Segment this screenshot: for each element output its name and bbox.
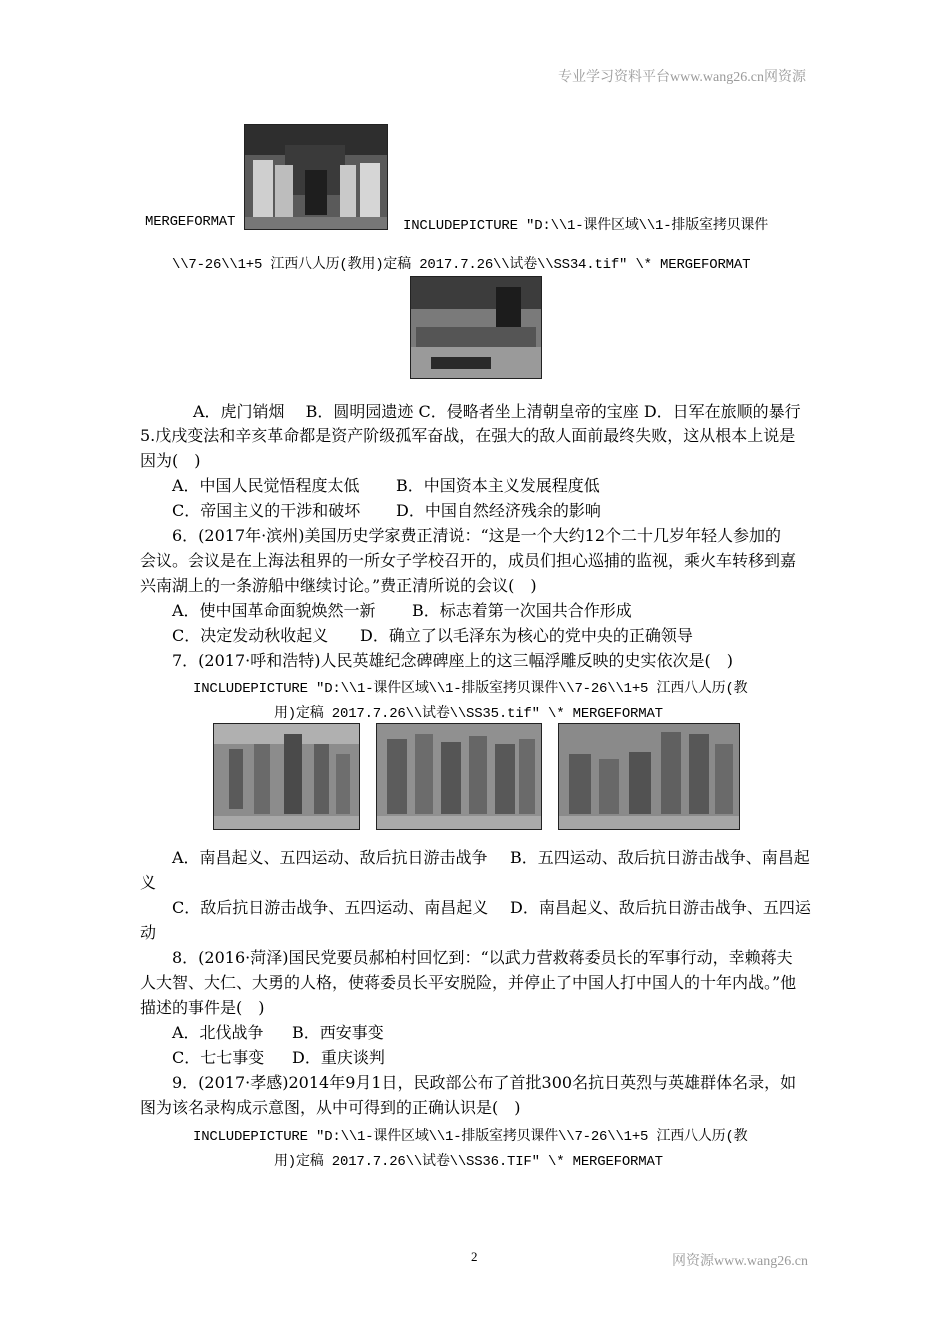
q7-option-d-cont: 动 bbox=[140, 923, 157, 942]
q7-option-c: C．敌后抗日游击战争、五四运动、南昌起义 bbox=[172, 898, 489, 917]
field-code-3a: INCLUDEPICTURE "D:\\1-课件区域\\1-排版室拷贝课件\\7-26\\1+5 江西八人历(教 bbox=[193, 1129, 748, 1145]
q7-option-a: A．南昌起义、五四运动、敌后抗日游击战争 bbox=[172, 848, 488, 867]
q5-stem-1: 5.戊戌变法和辛亥革命都是资产阶级孤军奋战，在强大的敌人面前最终失败，这从根本上说是 bbox=[140, 426, 796, 445]
relief-image-1 bbox=[213, 723, 360, 830]
field-code-1a: MERGEFORMAT bbox=[145, 214, 236, 230]
q5-option-d: D．中国自然经济残余的影响 bbox=[396, 501, 601, 520]
q8-stem-3: 描述的事件是( ) bbox=[140, 998, 265, 1017]
field-code-2a: INCLUDEPICTURE "D:\\1-课件区域\\1-排版室拷贝课件\\7-26\\1+5 江西八人历(教 bbox=[193, 681, 748, 697]
field-code-1b: INCLUDEPICTURE "D:\\1-课件区域\\1-排版室拷贝课件 bbox=[403, 218, 769, 234]
q8-stem-2: 人大智、大仁、大勇的人格，使蒋委员长平安脱险，并停止了中国人打中国人的十年内战。”他 bbox=[140, 973, 797, 992]
q7-stem: 7．(2017·呼和浩特)人民英雄纪念碑碑座上的这三幅浮雕反映的史实依次是( ) bbox=[172, 651, 733, 670]
q6-option-a: A．使中国革命面貌焕然一新 bbox=[172, 601, 376, 620]
footer-site: 网资源www.wang26.cn bbox=[672, 1254, 808, 1269]
q8-option-d: D．重庆谈判 bbox=[292, 1048, 385, 1067]
q5-option-b: B．中国资本主义发展程度低 bbox=[396, 476, 600, 495]
q5-option-c: C．帝国主义的干涉和破坏 bbox=[172, 501, 361, 520]
q6-stem-3: 兴南湖上的一条游船中继续讨论。”费正清所说的会议( ) bbox=[140, 576, 537, 595]
q8-stem-1: 8．(2016·菏泽)国民党要员郝柏村回忆到：“以武力营救蒋委员长的军事行动，幸赖蒋夫 bbox=[172, 948, 793, 967]
photo-throne bbox=[244, 124, 388, 230]
q6-option-d: D．确立了以毛泽东为核心的党中央的正确领导 bbox=[360, 626, 693, 645]
relief-image-2 bbox=[376, 723, 542, 830]
q6-option-c: C．决定发动秋收起义 bbox=[172, 626, 329, 645]
q6-option-b: B．标志着第一次国共合作形成 bbox=[412, 601, 632, 620]
q7-option-b-cont: 义 bbox=[140, 873, 157, 892]
page-number: 2 bbox=[471, 1249, 478, 1264]
q8-option-a: A．北伐战争 bbox=[172, 1023, 264, 1042]
q8-option-c: C．七七事变 bbox=[172, 1048, 265, 1067]
field-code-1c: \\7-26\\1+5 江西八人历(教用)定稿 2017.7.26\\试卷\\SS34.tif" \* MERGEFORMAT bbox=[172, 257, 751, 273]
q9-stem-2: 图为该名录构成示意图，从中可得到的正确认识是( ) bbox=[140, 1098, 521, 1117]
header-site: 专业学习资料平台www.wang26.cn网资源 bbox=[558, 70, 806, 85]
q5-option-a: A．中国人民觉悟程度太低 bbox=[172, 476, 360, 495]
q6-stem-1: 6．(2017年·滨州)美国历史学家费正清说：“这是一个大约12个二十几岁年轻人参加的 bbox=[172, 526, 782, 545]
q4-options: A．虎门销烟 B．圆明园遗迹 C．侵略者坐上清朝皇帝的宝座 D．日军在旅顺的暴行 bbox=[193, 402, 801, 421]
q7-option-b: B．五四运动、敌后抗日游击战争、南昌起 bbox=[510, 848, 810, 867]
q8-option-b: B．西安事变 bbox=[292, 1023, 384, 1042]
q7-option-d: D．南昌起义、敌后抗日游击战争、五四运 bbox=[510, 898, 811, 917]
relief-image-3 bbox=[558, 723, 740, 830]
field-code-3b: 用)定稿 2017.7.26\\试卷\\SS36.TIF" \* MERGEFORMAT bbox=[274, 1154, 663, 1170]
q6-stem-2: 会议。会议是在上海法租界的一所女子学校召开的，成员们担心巡捕的监视，乘火车转移到嘉 bbox=[140, 551, 797, 570]
q5-stem-2: 因为( ) bbox=[140, 451, 201, 470]
field-code-2b: 用)定稿 2017.7.26\\试卷\\SS35.tif" \* MERGEFORMAT bbox=[274, 706, 663, 722]
q9-stem-1: 9．(2017·孝感)2014年9月1日，民政部公布了首批300名抗日英烈与英雄群体名录，如 bbox=[172, 1073, 797, 1092]
photo-lushun bbox=[410, 276, 542, 379]
